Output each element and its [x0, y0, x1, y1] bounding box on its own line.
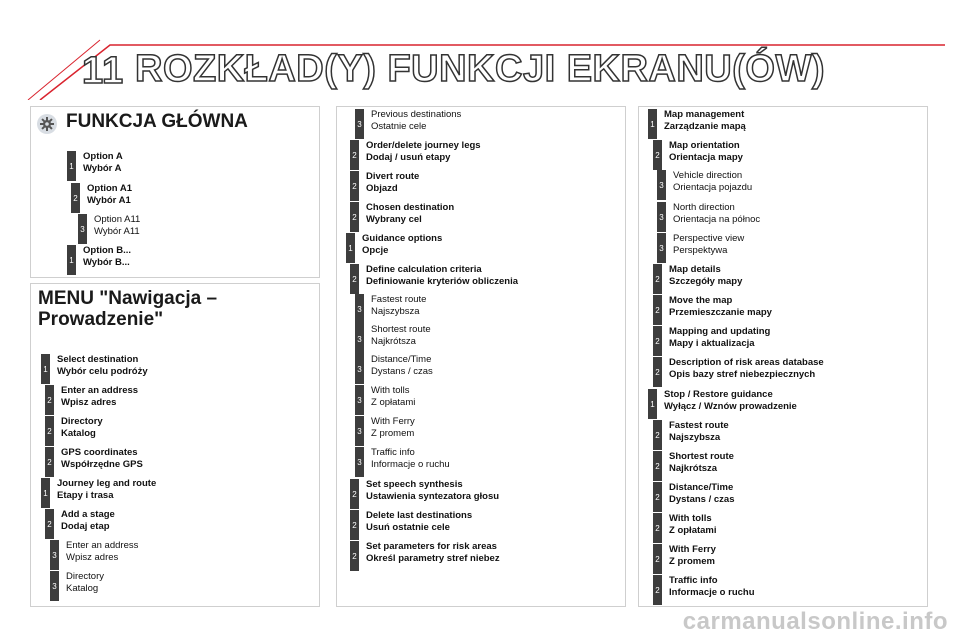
item-label-pl: Dodaj etap	[61, 520, 110, 532]
item-label-pl: Perspektywa	[673, 244, 728, 256]
list-item	[648, 389, 797, 419]
item-label-en: North direction	[673, 202, 735, 213]
list-item	[350, 140, 481, 170]
item-label-pl: Wyłącz / Wznów prowadzenie	[664, 400, 797, 412]
item-label-en: Previous destinations	[371, 109, 462, 120]
item-label-pl: Definiowanie kryteriów obliczenia	[366, 275, 519, 287]
chapter-number: 11	[82, 50, 125, 92]
item-label-pl: Wpisz adres	[66, 551, 119, 563]
page-title: ROZKŁAD(Y) FUNKCJI EKRANU(ÓW)	[135, 48, 825, 90]
item-label-pl: Najszybsza	[669, 431, 721, 443]
level-badge: 2	[350, 510, 359, 540]
item-label-pl: Z opłatami	[371, 396, 416, 408]
level-badge: 2	[653, 451, 662, 481]
level-badge: 2	[350, 541, 359, 571]
item-label-en: Directory	[61, 416, 103, 427]
level-badge: 3	[657, 233, 666, 263]
list-item	[653, 544, 716, 574]
section-title-main-function: FUNKCJA GŁÓWNA	[66, 111, 248, 132]
list-item	[41, 478, 156, 508]
item-label-en: Define calculation criteria	[366, 264, 482, 275]
item-label-en: Fastest route	[669, 420, 729, 431]
list-item	[355, 324, 431, 354]
item-label-pl: Usuń ostatnie cele	[366, 521, 450, 533]
item-label-pl: Z promem	[669, 555, 715, 567]
list-item	[45, 447, 143, 477]
list-item	[355, 447, 450, 477]
menu-title-line1: MENU "Nawigacja –	[38, 288, 218, 309]
level-badge: 2	[653, 482, 662, 512]
list-item	[50, 571, 104, 601]
list-item	[653, 357, 824, 387]
item-label-en: With Ferry	[371, 416, 415, 427]
list-item	[41, 354, 148, 384]
level-badge: 3	[50, 540, 59, 570]
list-item	[355, 416, 415, 446]
item-label-pl: Orientacja na północ	[673, 213, 761, 225]
menu-title-line2: Prowadzenie"	[38, 309, 164, 330]
item-label-pl: Wybór B...	[83, 256, 130, 268]
list-item	[657, 233, 744, 263]
list-item	[45, 509, 115, 539]
item-label-pl: Najkrótsza	[371, 335, 416, 347]
item-label-en: Journey leg and route	[57, 478, 157, 489]
level-badge: 3	[657, 202, 666, 232]
item-label-pl: Najszybsza	[371, 305, 420, 317]
item-label-pl: Wybrany cel	[366, 213, 422, 225]
item-label-en: GPS coordinates	[61, 447, 138, 458]
item-label-pl: Wybór A11	[94, 225, 140, 237]
item-label-pl: Opcje	[362, 244, 389, 256]
level-badge: 3	[355, 324, 364, 354]
list-item	[653, 575, 755, 605]
item-label-en: Map management	[664, 109, 745, 120]
item-label-pl: Dodaj / usuń etapy	[366, 151, 451, 163]
item-label-en: With Ferry	[669, 544, 716, 555]
list-item	[350, 264, 518, 294]
item-label-pl: Informacje o ruchu	[669, 586, 755, 598]
item-label-pl: Wybór A	[83, 162, 122, 174]
level-badge: 1	[67, 245, 76, 275]
item-label-pl: Najkrótsza	[669, 462, 718, 474]
list-item	[653, 420, 729, 450]
item-label-en: Option A	[83, 151, 123, 162]
level-badge: 2	[653, 357, 662, 387]
level-badge: 3	[355, 385, 364, 415]
item-label-en: Map orientation	[669, 140, 740, 151]
item-label-en: Divert route	[366, 171, 420, 182]
item-label-pl: Zarządzanie mapą	[664, 120, 746, 132]
item-label-pl: Katalog	[66, 582, 99, 594]
level-badge: 2	[45, 416, 54, 446]
level-badge: 2	[653, 544, 662, 574]
watermark: carmanualsonline.info	[682, 608, 948, 635]
level-badge: 1	[67, 151, 76, 181]
list-item	[653, 140, 743, 170]
item-label-en: Traffic info	[669, 575, 718, 586]
list-item	[653, 451, 734, 481]
item-label-pl: Katalog	[61, 427, 96, 439]
level-badge: 3	[355, 416, 364, 446]
item-label-pl: Szczegóły mapy	[669, 275, 743, 287]
item-label-en: Guidance options	[362, 233, 443, 244]
level-badge: 1	[346, 233, 355, 263]
level-badge: 2	[653, 140, 662, 170]
list-item	[346, 233, 442, 263]
level-badge: 2	[45, 385, 54, 415]
item-label-pl: Informacje o ruchu	[371, 458, 450, 470]
item-label-en: Distance/Time	[669, 482, 734, 493]
item-label-en: Directory	[66, 571, 105, 582]
item-label-en: Option A11	[94, 214, 141, 225]
item-label-pl: Ustawienia syntezatora głosu	[366, 490, 500, 502]
item-label-pl: Z promem	[371, 427, 415, 439]
list-item	[657, 202, 760, 232]
section-title-navigation-menu	[38, 288, 217, 330]
item-label-en: Stop / Restore guidance	[664, 389, 773, 400]
item-label-en: Shortest route	[669, 451, 734, 462]
item-label-en: With tolls	[669, 513, 712, 524]
item-label-pl: Opis bazy stref niebezpiecznych	[669, 368, 816, 380]
item-label-en: Set parameters for risk areas	[366, 541, 497, 552]
item-label-pl: Orientacja mapy	[669, 151, 743, 163]
level-badge: 3	[355, 294, 364, 324]
item-label-pl: Etapy i trasa	[57, 489, 114, 501]
level-badge: 2	[350, 264, 359, 294]
list-item	[653, 326, 770, 356]
level-badge: 2	[653, 420, 662, 450]
level-badge: 3	[78, 214, 87, 244]
list-item	[653, 482, 734, 512]
item-label-en: Map details	[669, 264, 721, 275]
list-item	[50, 540, 138, 570]
item-label-en: Option A1	[87, 183, 133, 194]
level-badge: 1	[41, 478, 50, 508]
item-label-pl: Wybór A1	[87, 194, 131, 206]
item-label-pl: Mapy i aktualizacja	[669, 337, 755, 349]
level-badge: 2	[653, 513, 662, 543]
item-label-en: Traffic info	[371, 447, 415, 458]
item-label-en: Shortest route	[371, 324, 431, 335]
level-badge: 2	[350, 140, 359, 170]
list-item	[45, 416, 103, 446]
item-label-en: Add a stage	[61, 509, 115, 520]
item-label-pl: Objazd	[366, 182, 398, 194]
item-label-en: Chosen destination	[366, 202, 455, 213]
item-label-en: With tolls	[371, 385, 410, 396]
item-label-pl: Ostatnie cele	[371, 120, 427, 132]
level-badge: 1	[648, 389, 657, 419]
list-item	[67, 245, 131, 275]
item-label-pl: Dystans / czas	[669, 493, 735, 505]
item-label-en: Description of risk areas database	[669, 357, 824, 368]
item-label-pl: Z opłatami	[669, 524, 717, 536]
list-item	[657, 170, 752, 200]
level-badge: 3	[50, 571, 59, 601]
level-badge: 2	[45, 447, 54, 477]
level-badge: 2	[71, 183, 80, 213]
level-badge: 3	[355, 109, 364, 139]
list-item	[355, 109, 461, 139]
list-item	[355, 294, 426, 324]
level-badge: 2	[45, 509, 54, 539]
item-label-en: Option B...	[83, 245, 132, 256]
item-label-en: Perspective view	[673, 233, 745, 244]
list-item	[653, 513, 717, 543]
level-badge: 2	[653, 264, 662, 294]
item-label-pl: Wpisz adres	[61, 396, 117, 408]
item-label-en: Delete last destinations	[366, 510, 473, 521]
level-badge: 3	[355, 447, 364, 477]
item-label-en: Enter an address	[61, 385, 139, 396]
list-item	[350, 541, 500, 571]
item-label-en: Set speech synthesis	[366, 479, 463, 490]
item-label-en: Mapping and updating	[669, 326, 771, 337]
list-item	[67, 151, 123, 181]
level-badge: 1	[648, 109, 657, 139]
list-item	[78, 214, 140, 244]
list-item	[350, 171, 419, 201]
item-label-en: Vehicle direction	[673, 170, 743, 181]
item-label-pl: Orientacja pojazdu	[673, 181, 753, 193]
item-label-pl: Dystans / czas	[371, 365, 433, 377]
level-badge: 2	[350, 479, 359, 509]
list-item	[653, 264, 742, 294]
level-badge: 2	[653, 326, 662, 356]
item-label-en: Move the map	[669, 295, 733, 306]
list-item	[648, 109, 746, 139]
level-badge: 3	[657, 170, 666, 200]
list-item	[71, 183, 132, 213]
item-label-en: Order/delete journey legs	[366, 140, 481, 151]
level-badge: 2	[653, 575, 662, 605]
level-badge: 1	[41, 354, 50, 384]
list-item	[350, 479, 499, 509]
list-item	[350, 202, 454, 232]
list-item	[653, 295, 772, 325]
item-label-pl: Przemieszczanie mapy	[669, 306, 772, 318]
item-label-pl: Wybór celu podróży	[57, 365, 148, 377]
list-item	[355, 354, 433, 384]
item-label-en: Fastest route	[371, 294, 427, 305]
list-item	[350, 510, 472, 540]
list-item	[355, 385, 415, 415]
level-badge: 2	[653, 295, 662, 325]
list-item	[45, 385, 138, 415]
level-badge: 2	[350, 202, 359, 232]
item-label-pl: Określ parametry stref niebez	[366, 552, 500, 564]
item-label-en: Select destination	[57, 354, 139, 365]
level-badge: 2	[350, 171, 359, 201]
item-label-pl: Współrzędne GPS	[61, 458, 143, 470]
item-label-en: Enter an address	[66, 540, 139, 551]
gear-icon	[37, 114, 57, 134]
item-label-en: Distance/Time	[371, 354, 432, 365]
level-badge: 3	[355, 354, 364, 384]
